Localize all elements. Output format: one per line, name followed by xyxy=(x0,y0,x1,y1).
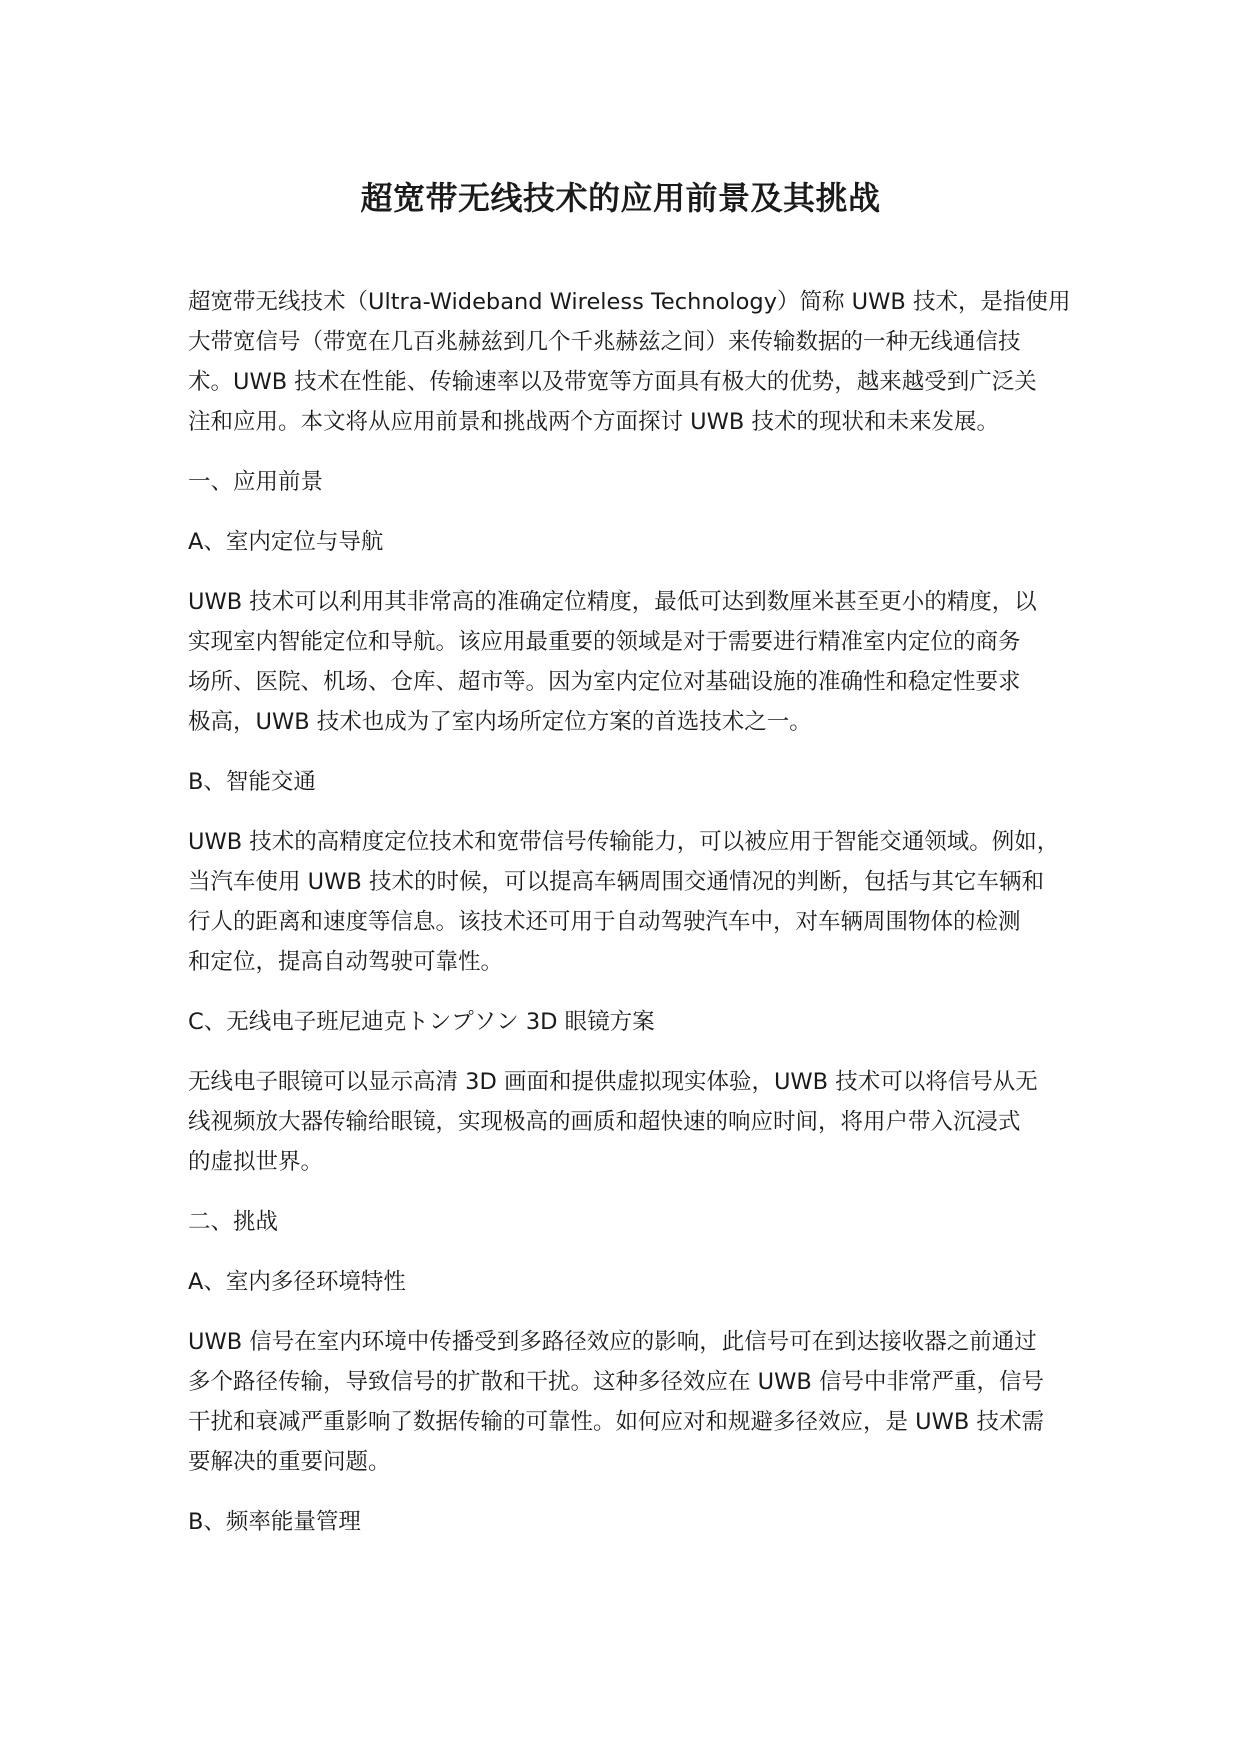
text-line: 极高，UWB 技术也成为了室内场所定位方案的首选技术之一。 xyxy=(188,709,812,735)
document-body xyxy=(188,282,1078,1562)
subheading-multipath: A、室内多径环境特性 xyxy=(188,1269,406,1295)
paragraph-indoor-positioning xyxy=(188,582,1078,742)
text-line: 术。UWB 技术在性能、传输速率以及带宽等方面具有极大的优势，越来越受到广泛关 xyxy=(188,369,1037,395)
subheading-3d-glasses: C、无线电子班尼迪克トンプソン 3D 眼镜方案 xyxy=(188,1009,655,1035)
text-line: UWB 技术可以利用其非常高的准确定位精度，最低可达到数厘米甚至更小的精度，以 xyxy=(188,589,1037,615)
text-line: 干扰和衰减严重影响了数据传输的可靠性。如何应对和规避多径效应，是 UWB 技术需 xyxy=(188,1409,1044,1435)
paragraph-3d-glasses xyxy=(188,1062,1078,1182)
subheading-smart-traffic: B、智能交通 xyxy=(188,769,316,795)
paragraph-multipath xyxy=(188,1322,1078,1482)
text-line: 当汽车使用 UWB 技术的时候，可以提高车辆周围交通情况的判断，包括与其它车辆和 xyxy=(188,869,1044,895)
text-line: 超宽带无线技术（Ultra-Wideband Wireless Technology）简称 UWB 技术，是指使用 xyxy=(188,289,1071,315)
text-line: 多个路径传输，导致信号的扩散和干扰。这种多径效应在 UWB 信号中非常严重，信号 xyxy=(188,1369,1044,1395)
text-line: 要解决的重要问题。 xyxy=(188,1449,391,1475)
subheading-frequency-energy: B、频率能量管理 xyxy=(188,1509,361,1535)
text-line: 注和应用。本文将从应用前景和挑战两个方面探讨 UWB 技术的现状和未来发展。 xyxy=(188,409,999,435)
paragraph-smart-traffic xyxy=(188,822,1078,982)
subheading-indoor-positioning: A、室内定位与导航 xyxy=(188,529,384,555)
section-heading-challenges: 二、挑战 xyxy=(188,1209,279,1235)
text-line: 和定位，提高自动驾驶可靠性。 xyxy=(188,949,504,975)
text-line: 无线电子眼镜可以显示高清 3D 画面和提供虚拟现实体验，UWB 技术可以将信号从无 xyxy=(188,1069,1038,1095)
text-line: UWB 技术的高精度定位技术和宽带信号传输能力，可以被应用于智能交通领域。例如， xyxy=(188,829,1060,855)
text-line: 的虚拟世界。 xyxy=(188,1149,324,1175)
text-line: 场所、医院、机场、仓库、超市等。因为室内定位对基础设施的准确性和稳定性要求 xyxy=(188,669,1021,695)
text-line: 行人的距离和速度等信息。该技术还可用于自动驾驶汽车中，对车辆周围物体的检测 xyxy=(188,909,1021,935)
paragraph-intro xyxy=(188,282,1078,442)
text-line: 线视频放大器传输给眼镜，实现极高的画质和超快速的响应时间，将用户带入沉浸式 xyxy=(188,1109,1021,1135)
text-line: 大带宽信号（带宽在几百兆赫兹到几个千兆赫兹之间）来传输数据的一种无线通信技 xyxy=(188,329,1021,355)
text-line: 实现室内智能定位和导航。该应用最重要的领域是对于需要进行精准室内定位的商务 xyxy=(188,629,1021,655)
document-title: 超宽带无线技术的应用前景及其挑战 xyxy=(360,179,881,217)
text-line: UWB 信号在室内环境中传播受到多路径效应的影响，此信号可在到达接收器之前通过 xyxy=(188,1329,1037,1355)
section-heading-prospects: 一、应用前景 xyxy=(188,469,324,495)
